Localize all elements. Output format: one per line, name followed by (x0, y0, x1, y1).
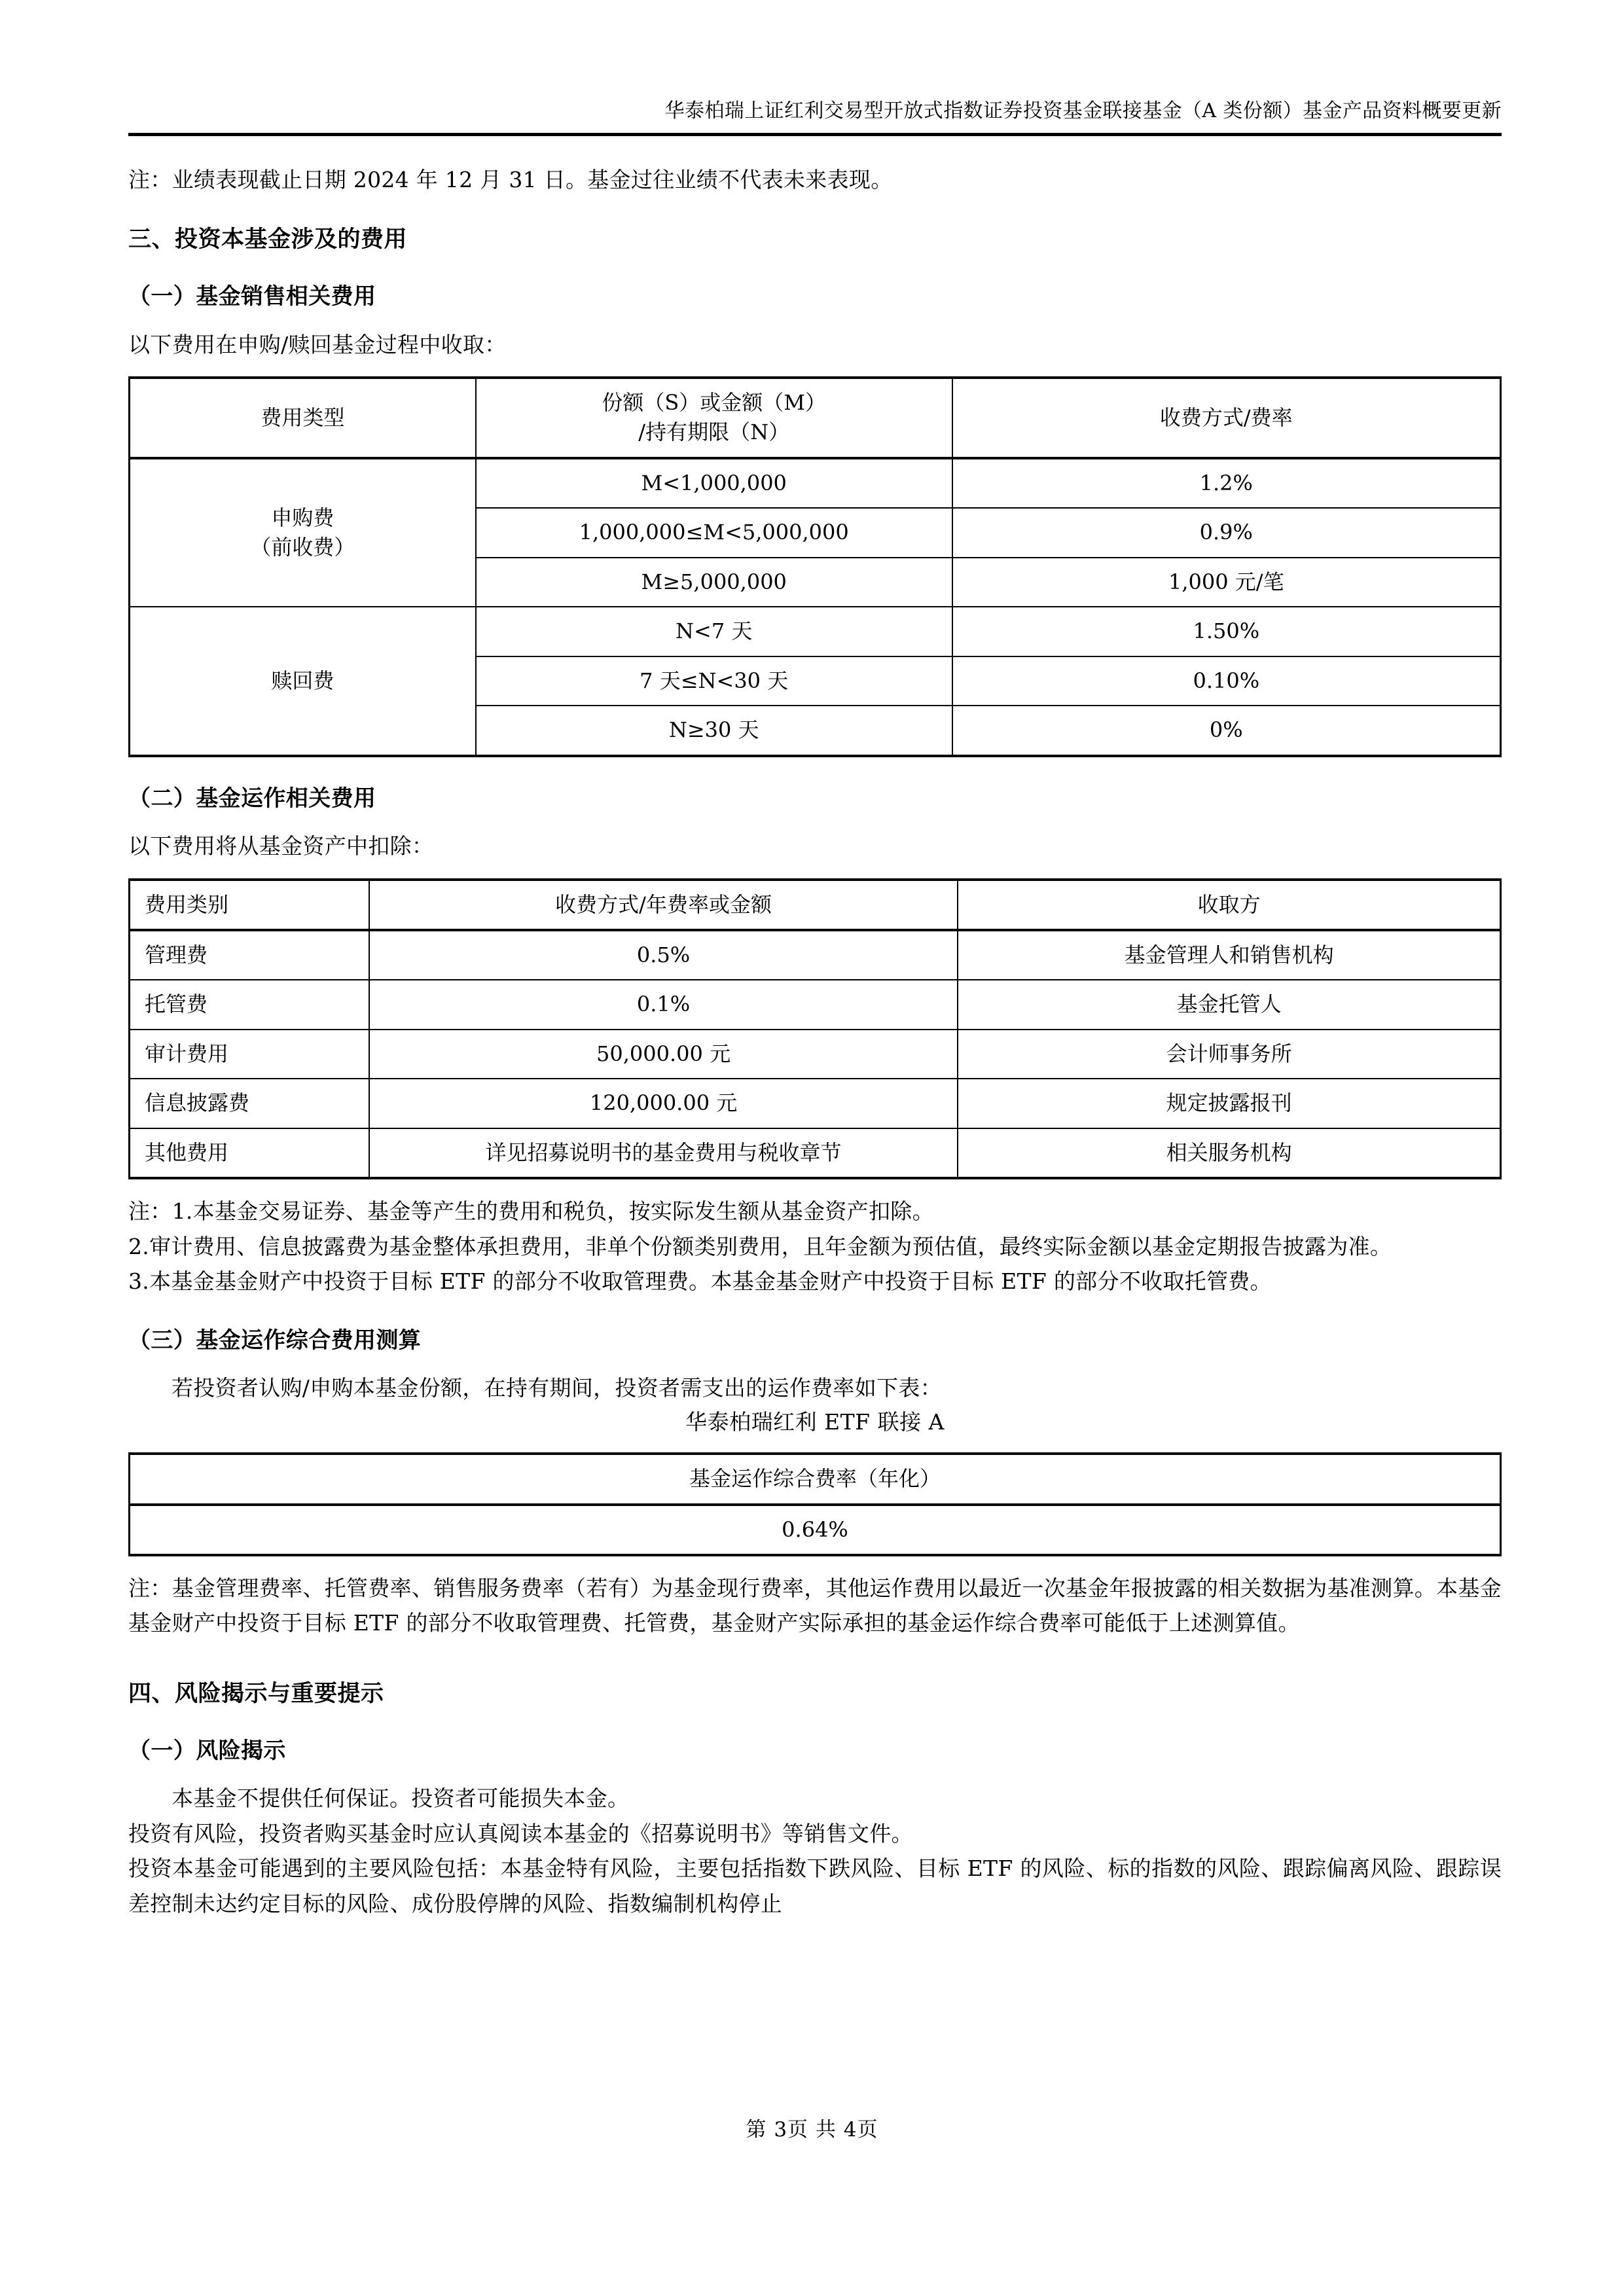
running-header (128, 0, 1502, 125)
comprehensive-fee-intro: 若投资者认购/申购本基金份额，在持有期间，投资者需支出的运作费率如下表： (171, 1375, 942, 1401)
cell-payee: 会计师事务所 (958, 1030, 1500, 1079)
table-row (130, 1079, 1501, 1128)
col-header-payee: 收取方 (958, 880, 1500, 930)
table-header-row (130, 378, 1501, 458)
risk-disclosure-p1: 本基金不提供任何保证。投资者可能损失本金。 (171, 1785, 630, 1812)
cell-fee-category: 信息披露费 (130, 1079, 369, 1128)
col-header-charge-rate: 收费方式/费率 (952, 378, 1501, 458)
page-footer (0, 2113, 1624, 2142)
col-header-fee-type: 费用类型 (130, 378, 476, 458)
risk-disclosure-p2: 投资有风险，投资者购买基金时应认真阅读本基金的《招募说明书》等销售文件。 (128, 1820, 913, 1846)
cell-condition: N<7 天 (476, 607, 952, 656)
cell-rate: 50,000.00 元 (369, 1030, 958, 1079)
section-heading-3: 三、投资本基金涉及的费用 (128, 225, 408, 253)
comprehensive-fee-table (128, 1452, 1502, 1556)
cell-payee: 基金管理人和销售机构 (958, 930, 1500, 980)
table-header-row (130, 880, 1501, 930)
table-header-row (130, 1454, 1501, 1504)
cell-rate: 0.9% (952, 508, 1501, 557)
table-row (130, 930, 1501, 980)
running-header-title: 华泰柏瑞上证红利交易型开放式指数证券投资基金联接基金（A 类份额）基金产品资料概要更新 (664, 99, 1502, 122)
fund-share-class-name: 华泰柏瑞红利 ETF 联接 A (685, 1408, 945, 1435)
cell-rate: 0% (952, 706, 1501, 755)
table-row (130, 980, 1501, 1029)
operating-fee-note-1: 注：1.本基金交易证券、基金等产生的费用和税负，按实际发生额从基金资产扣除。 (128, 1198, 934, 1225)
cell-rate: 0.5% (369, 930, 958, 980)
table-row (130, 1030, 1501, 1079)
risk-disclosure-p3: 投资本基金可能遇到的主要风险包括：本基金特有风险，主要包括指数下跌风险、目标 ETF 的风险、标的指数的风险、跟踪偏离风险、跟踪误差控制未达约定目标的风险、成份股停牌的风险、指数编制机构停止 (128, 1856, 1502, 1916)
cell-condition: N≥30 天 (476, 706, 952, 755)
cell-condition: M<1,000,000 (476, 458, 952, 508)
comprehensive-fee-note: 注：基金管理费率、托管费率、销售服务费率（若有）为基金现行费率，其他运作费用以最近一次基金年报披露的相关数据为基准测算。本基金基金财产中投资于目标 ETF 的部分不收取管理费、托管费，基金财产实际承担的基金运作综合费率可能低于上述测算值。 (128, 1575, 1502, 1636)
col-header-amount-line1: 份额（S）或金额（M） (602, 390, 827, 415)
page-number-text: 第 3页 共 4页 (746, 2118, 878, 2142)
cell-fee-category: 托管费 (130, 980, 369, 1029)
operating-fee-note-2: 2.审计费用、信息披露费为基金整体承担费用，非单个份额类别费用，且年金额为预估值，最终实际金额以基金定期报告披露为准。 (128, 1233, 1392, 1259)
cell-fee-category: 管理费 (130, 930, 369, 980)
sales-fee-table (128, 376, 1502, 757)
cell-rate: 0.10% (952, 656, 1501, 706)
operating-fee-intro: 以下费用将从基金资产中扣除： (128, 833, 434, 859)
cell-rate: 0.1% (369, 980, 958, 1029)
subsection-heading-4-1: （一）风险揭示 (128, 1737, 286, 1764)
subsection-heading-3-2: （二）基金运作相关费用 (128, 785, 376, 812)
operating-fee-table (128, 878, 1502, 1180)
cell-payee: 规定披露报刊 (958, 1079, 1500, 1128)
row-label-line1: 申购费 (271, 505, 334, 530)
cell-condition: 1,000,000≤M<5,000,000 (476, 508, 952, 557)
table-row (130, 607, 1501, 656)
subsection-heading-3-3: （三）基金运作综合费用测算 (128, 1327, 422, 1354)
cell-payee: 基金托管人 (958, 980, 1500, 1029)
cell-rate: 1.2% (952, 458, 1501, 508)
operating-fee-note-3: 3.本基金基金财产中投资于目标 ETF 的部分不收取管理费。本基金基金财产中投资于目标 ETF 的部分不收取托管费。 (128, 1268, 1272, 1295)
sales-fee-intro: 以下费用在申购/赎回基金过程中收取： (128, 331, 507, 357)
col-header-fee-category: 费用类别 (130, 880, 369, 930)
cell-condition: 7 天≤N<30 天 (476, 656, 952, 706)
cell-rate: 1.50% (952, 607, 1501, 656)
section-heading-4: 四、风险揭示与重要提示 (128, 1679, 384, 1707)
row-label-redemption-fee: 赎回费 (130, 607, 476, 755)
performance-cutoff-note: 注：业绩表现截止日期 2024 年 12 月 31 日。基金过往业绩不代表未来表现。 (128, 166, 893, 192)
cell-payee: 相关服务机构 (958, 1128, 1500, 1178)
cell-rate: 详见招募说明书的基金费用与税收章节 (369, 1128, 958, 1178)
cell-rate: 120,000.00 元 (369, 1079, 958, 1128)
page-content (128, 0, 1502, 1921)
row-label-line2: （前收费） (250, 535, 355, 560)
col-header-comprehensive-rate: 基金运作综合费率（年化） (130, 1454, 1501, 1504)
cell-fee-category: 其他费用 (130, 1128, 369, 1178)
subsection-heading-3-1: （一）基金销售相关费用 (128, 283, 376, 310)
cell-fee-category: 审计费用 (130, 1030, 369, 1079)
cell-rate: 1,000 元/笔 (952, 558, 1501, 607)
table-row (130, 1505, 1501, 1555)
table-row (130, 458, 1501, 508)
table-row (130, 1128, 1501, 1178)
cell-condition: M≥5,000,000 (476, 558, 952, 607)
col-header-amount-line2: /持有期限（N） (638, 420, 790, 445)
cell-comprehensive-rate-value: 0.64% (130, 1505, 1501, 1555)
row-label-subscription-fee (130, 458, 476, 607)
col-header-rate-amount: 收费方式/年费率或金额 (369, 880, 958, 930)
col-header-amount-term (476, 378, 952, 458)
